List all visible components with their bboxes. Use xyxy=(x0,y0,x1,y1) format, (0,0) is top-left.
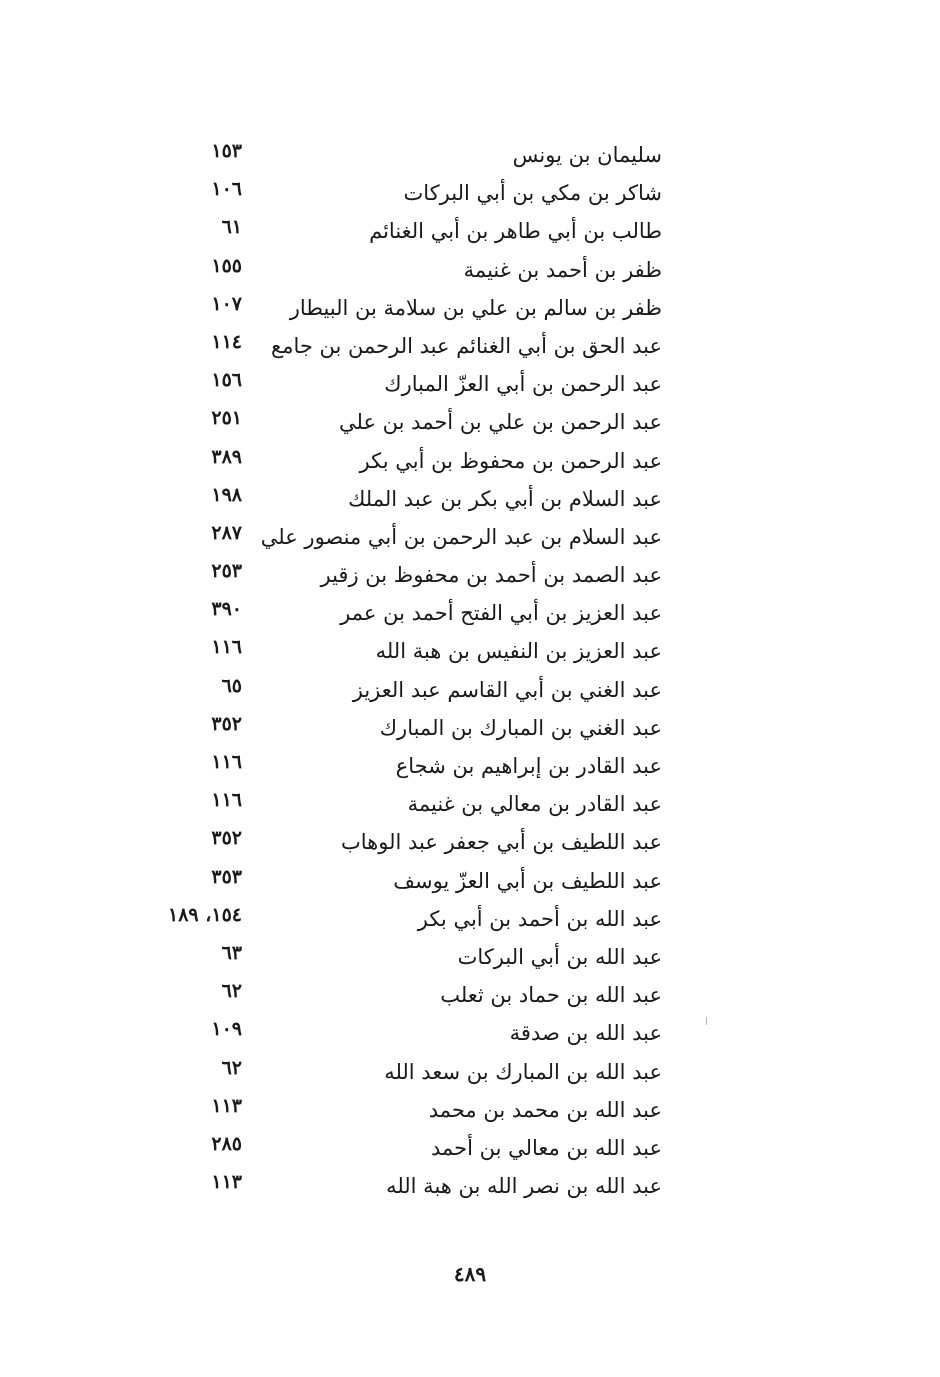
index-entry xyxy=(0,1129,940,1167)
entry-name: عبد العزيز بن أبي الفتح أحمد بن عمر xyxy=(340,601,662,626)
entry-page-numbers: ٦٥ xyxy=(221,674,242,697)
index-entry xyxy=(0,1014,940,1052)
entry-page-numbers: ٦٣ xyxy=(221,941,242,964)
entry-page-numbers: ١١٦ xyxy=(211,751,242,773)
index-entry xyxy=(0,709,940,747)
index-entry xyxy=(0,480,940,518)
index-entry xyxy=(0,632,940,670)
entry-page-numbers: ٢٥١ xyxy=(211,407,242,430)
entry-page-numbers: ١١٣ xyxy=(211,1171,242,1194)
entry-name: عبد الله بن صدقة xyxy=(509,1021,662,1046)
entry-page-numbers: ٣٥٣ xyxy=(211,865,242,888)
entry-page-numbers: ١٥٣ xyxy=(211,140,242,162)
index-entry xyxy=(0,251,940,289)
entry-name: ظفر بن سالم بن علي بن سلامة بن البيطار xyxy=(289,295,662,320)
index-entry xyxy=(0,174,940,212)
entry-name: عبد العزيز بن النفيس بن هبة الله xyxy=(375,639,662,664)
entry-name: عبد اللطيف بن أبي جعفر عبد الوهاب xyxy=(341,830,662,855)
entry-name: عبد الله بن أحمد بن أبي بكر xyxy=(417,906,662,931)
index-entry xyxy=(0,900,940,938)
entry-page-numbers: ٢٨٥ xyxy=(211,1132,242,1155)
margin-mark xyxy=(706,1017,707,1025)
index-entry xyxy=(0,1053,940,1091)
entry-name: عبد القادر بن إبراهيم بن شجاع xyxy=(395,754,662,778)
index-entry xyxy=(0,671,940,709)
entry-page-numbers: ١٩٨ xyxy=(211,483,242,506)
entry-page-numbers: ٣٩٠ xyxy=(211,598,242,621)
entry-page-numbers: ١٥٦ xyxy=(211,369,242,392)
entry-name: عبد الرحمن بن أبي العزّ المبارك xyxy=(384,372,662,397)
entry-name: عبد الرحمن بن محفوظ بن أبي بكر xyxy=(359,448,662,473)
entry-page-numbers: ١١٣ xyxy=(211,1094,242,1117)
index-entry xyxy=(0,938,940,976)
entry-page-numbers: ٢٨٧ xyxy=(211,521,242,544)
entry-name: عبد الصمد بن أحمد بن محفوظ بن زقير xyxy=(320,563,662,588)
entry-name: طالب بن أبي طاهر بن أبي الغنائم xyxy=(369,219,662,244)
entry-name: عبد السلام بن عبد الرحمن بن أبي منصور علي xyxy=(260,524,662,549)
entry-name: شاكر بن مكي بن أبي البركات xyxy=(403,181,662,206)
entry-page-numbers: ٦١ xyxy=(221,216,242,239)
entry-page-numbers: ٦٢ xyxy=(221,1056,242,1079)
index-entry xyxy=(0,823,940,861)
entry-name: عبد الله بن حماد بن ثعلب xyxy=(440,983,662,1008)
index-entry xyxy=(0,289,940,327)
entry-page-numbers: ٣٥٢ xyxy=(211,827,242,850)
index-entry xyxy=(0,212,940,250)
index-entry xyxy=(0,1091,940,1129)
index-entry xyxy=(0,785,940,823)
entry-name: عبد الغني بن أبي القاسم عبد العزيز xyxy=(352,677,662,702)
entry-page-numbers: ١٠٦ xyxy=(211,178,242,201)
entry-page-numbers: ٦٢ xyxy=(221,980,242,1003)
entry-name: عبد الغني بن المبارك بن المبارك xyxy=(379,715,662,740)
entry-name: عبد القادر بن معالي بن غنيمة xyxy=(407,792,662,817)
index-entry xyxy=(0,747,940,785)
index-entry xyxy=(0,327,940,365)
entry-page-numbers: ٣٥٢ xyxy=(211,712,242,735)
index-entry xyxy=(0,594,940,632)
entry-name: عبد الله بن محمد بن محمد xyxy=(428,1097,662,1122)
index-entry xyxy=(0,442,940,480)
entry-name: عبد الله بن أبي البركات xyxy=(457,944,662,969)
entry-name: عبد الرحمن بن علي بن أحمد بن علي xyxy=(339,410,662,435)
entry-name: عبد اللطيف بن أبي العزّ يوسف xyxy=(393,868,662,893)
entry-page-numbers: ١١٤ xyxy=(211,330,242,353)
entry-name: عبد الحق بن أبي الغنائم عبد الرحمن بن جامع xyxy=(271,333,662,358)
index-entry xyxy=(0,403,940,441)
name-index-list xyxy=(0,136,940,1205)
index-entry xyxy=(0,518,940,556)
index-entry xyxy=(0,556,940,594)
entry-page-numbers: ١٥٤، ١٨٩ xyxy=(168,903,242,926)
entry-name: عبد السلام بن أبي بكر بن عبد الملك xyxy=(348,486,662,511)
entry-page-numbers: ٣٨٩ xyxy=(211,445,242,468)
index-entry xyxy=(0,976,940,1014)
index-entry xyxy=(0,136,940,174)
entry-name: عبد الله بن معالي بن أحمد xyxy=(430,1135,662,1160)
entry-name: ظفر بن أحمد بن غنيمة xyxy=(463,257,662,282)
entry-page-numbers: ١٥٥ xyxy=(211,254,242,277)
index-entry xyxy=(0,365,940,403)
entry-page-numbers: ١٠٧ xyxy=(211,292,242,315)
entry-page-numbers: ١١٦ xyxy=(211,636,242,659)
index-entry xyxy=(0,1167,940,1205)
entry-page-numbers: ٢٥٣ xyxy=(211,560,242,583)
entry-page-numbers: ١٠٩ xyxy=(211,1018,242,1041)
page-number: ٤٨٩ xyxy=(453,1262,487,1286)
entry-name: عبد الله بن المبارك بن سعد الله xyxy=(384,1059,662,1084)
entry-name: عبد الله بن نصر الله بن هبة الله xyxy=(386,1174,662,1199)
entry-page-numbers: ١١٦ xyxy=(211,789,242,812)
entry-name: سليمان بن يونس xyxy=(512,143,662,167)
index-entry xyxy=(0,862,940,900)
